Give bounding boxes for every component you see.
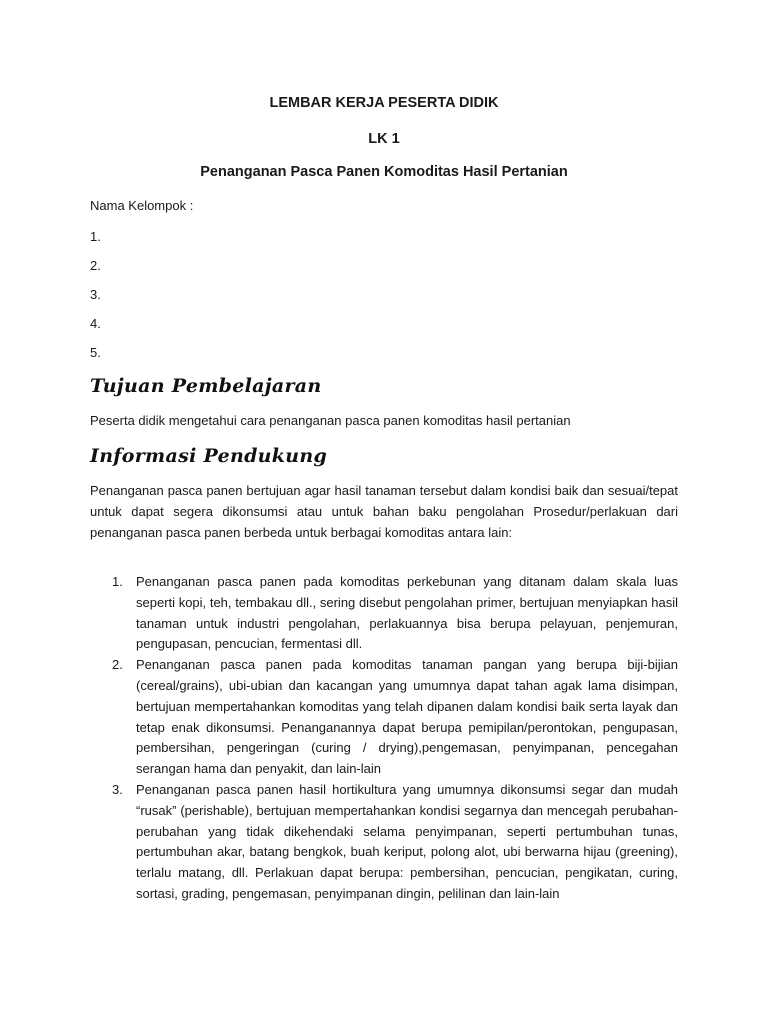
list-item-number: 3. (112, 781, 123, 797)
list-item-number: 1. (112, 574, 123, 589)
learning-objective-text: Peserta didik mengetahui cara penanganan pasca panen komoditas hasil pertanian (90, 413, 571, 428)
list-item-text: Penanganan pasca panen hasil hortikultura yang umumnya dikonsumsi segar dan mudah “rusak” (perishable), bertujuan mempertahankan kondisi segarnya dan mencegah perubahan-perubahan yang tidak dikehendaki selama penyimpanan, seperti pertumbuhan tunas, pertumbuhan akar, batang bengkok, buah keriput, polong alot, ubi berwarna hijau (greening), terlalu matang, dll. Perlakuan dapat berupa: pembersihan, pencucian, pengikatan, curing, sortasi, grading, pengemasan, penyimpanan dingin, pelilinan dan lain-lain (136, 781, 678, 901)
list-item-text: Penanganan pasca panen pada komoditas perkebunan yang ditanam dalam skala luas seperti kopi, teh, tembakau dll., sering disebut pengolahan primer, bertujuan menyiapkan hasil tanaman untuk industri pengolahan, perlakuannya bisa berupa pelayuan, penjemuran, pengupasan, pencucian, fermentasi dll. (136, 574, 678, 652)
list-item (90, 655, 678, 780)
list-item-number: 2. (112, 657, 123, 673)
group-member-slot: 5. (90, 345, 101, 360)
supporting-info-heading: Informasi Pendukung (90, 445, 328, 467)
worksheet-number: LK 1 (368, 131, 400, 147)
supporting-info-intro: Penanganan pasca panen bertujuan agar hasil tanaman tersebut dalam kondisi baik dan sesuai/tepat untuk dapat segera dikonsumsi atau untuk bahan baku pengolahan Prosedur/perlakuan dari penanganan pasca panen berbeda untuk berbagai komoditas antara lain: (90, 483, 678, 540)
list-item-text: Penanganan pasca panen pada komoditas tanaman pangan yang berupa biji-bijian (cereal/grains), ubi-ubian dan kacangan yang umumnya dapat tahan agak lama disimpan, bertujuan mempertahankan komoditas yang telah dipanen dalam kondisi baik serta layak dan tetap enak dikonsumsi. Penanganannya dapat berupa pemipilan/perontokan, pengupasan, pembersihan, pengeringan (curing / drying),pengemasan, penyimpanan, pencegahan serangan hama dan penyakit, dan lain-lain (136, 657, 678, 777)
list-item (90, 572, 678, 655)
document-title: LEMBAR KERJA PESERTA DIDIK (269, 95, 499, 111)
handling-methods-list (90, 572, 678, 905)
group-member-slot: 4. (90, 316, 101, 331)
document-subtitle: Penanganan Pasca Panen Komoditas Hasil Pertanian (200, 164, 568, 180)
learning-objective-heading: Tujuan Pembelajaran (90, 375, 322, 397)
group-member-list (90, 229, 101, 374)
list-item (90, 780, 678, 905)
group-member-slot: 3. (90, 287, 101, 302)
group-member-slot: 1. (90, 229, 101, 244)
group-member-slot: 2. (90, 258, 101, 273)
group-name-label: Nama Kelompok : (90, 198, 194, 213)
